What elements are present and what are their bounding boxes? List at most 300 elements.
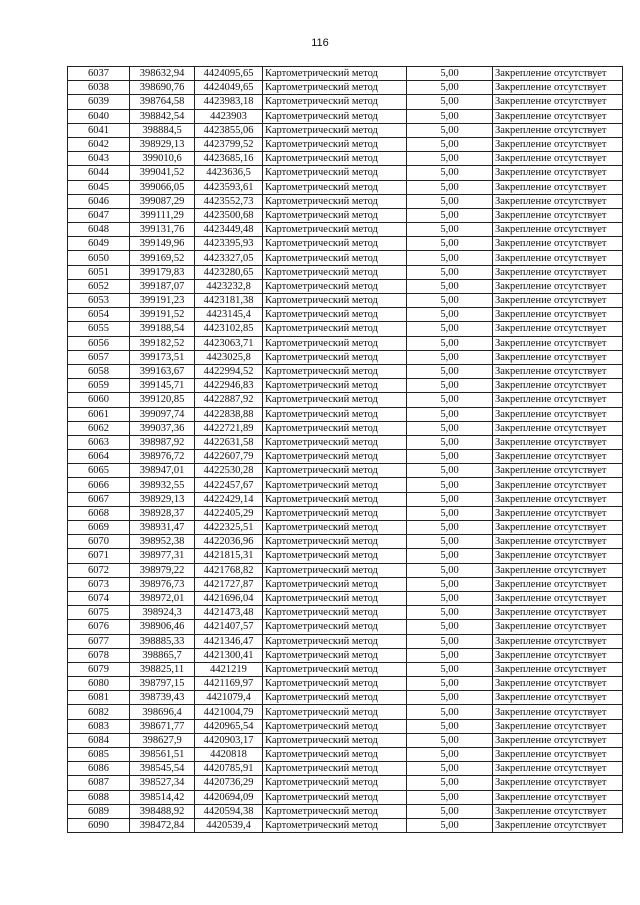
x-coordinate-cell: 398952,38 bbox=[130, 535, 195, 549]
x-coordinate-cell: 398932,55 bbox=[130, 478, 195, 492]
table-row bbox=[68, 677, 623, 691]
coordinates-table bbox=[67, 66, 623, 833]
fixing-cell: Закрепление отсутствует bbox=[493, 166, 623, 180]
point-number-cell: 6051 bbox=[68, 265, 130, 279]
method-cell: Картометрический метод bbox=[263, 435, 407, 449]
table-row bbox=[68, 208, 623, 222]
accuracy-cell: 5,00 bbox=[407, 705, 493, 719]
point-number-cell: 6085 bbox=[68, 748, 130, 762]
point-number-cell: 6079 bbox=[68, 662, 130, 676]
fixing-cell: Закрепление отсутствует bbox=[493, 705, 623, 719]
fixing-cell: Закрепление отсутствует bbox=[493, 435, 623, 449]
accuracy-cell: 5,00 bbox=[407, 237, 493, 251]
fixing-cell: Закрепление отсутствует bbox=[493, 478, 623, 492]
x-coordinate-cell: 399179,83 bbox=[130, 265, 195, 279]
accuracy-cell: 5,00 bbox=[407, 719, 493, 733]
method-cell: Картометрический метод bbox=[263, 279, 407, 293]
x-coordinate-cell: 398924,3 bbox=[130, 606, 195, 620]
table-row bbox=[68, 350, 623, 364]
table-row bbox=[68, 492, 623, 506]
accuracy-cell: 5,00 bbox=[407, 180, 493, 194]
accuracy-cell: 5,00 bbox=[407, 393, 493, 407]
table-row bbox=[68, 223, 623, 237]
point-number-cell: 6056 bbox=[68, 336, 130, 350]
point-number-cell: 6077 bbox=[68, 634, 130, 648]
method-cell: Картометрический метод bbox=[263, 719, 407, 733]
accuracy-cell: 5,00 bbox=[407, 662, 493, 676]
point-number-cell: 6081 bbox=[68, 691, 130, 705]
point-number-cell: 6071 bbox=[68, 549, 130, 563]
point-number-cell: 6064 bbox=[68, 450, 130, 464]
method-cell: Картометрический метод bbox=[263, 620, 407, 634]
point-number-cell: 6038 bbox=[68, 81, 130, 95]
point-number-cell: 6065 bbox=[68, 464, 130, 478]
table-row bbox=[68, 194, 623, 208]
table-row bbox=[68, 450, 623, 464]
method-cell: Картометрический метод bbox=[263, 336, 407, 350]
method-cell: Картометрический метод bbox=[263, 705, 407, 719]
y-coordinate-cell: 4423327,05 bbox=[195, 251, 263, 265]
x-coordinate-cell: 398976,72 bbox=[130, 450, 195, 464]
fixing-cell: Закрепление отсутствует bbox=[493, 407, 623, 421]
method-cell: Картометрический метод bbox=[263, 776, 407, 790]
point-number-cell: 6055 bbox=[68, 322, 130, 336]
table-row bbox=[68, 152, 623, 166]
fixing-cell: Закрепление отсутствует bbox=[493, 208, 623, 222]
x-coordinate-cell: 399087,29 bbox=[130, 194, 195, 208]
table-row bbox=[68, 81, 623, 95]
fixing-cell: Закрепление отсутствует bbox=[493, 535, 623, 549]
x-coordinate-cell: 399097,74 bbox=[130, 407, 195, 421]
method-cell: Картометрический метод bbox=[263, 123, 407, 137]
fixing-cell: Закрепление отсутствует bbox=[493, 421, 623, 435]
method-cell: Картометрический метод bbox=[263, 237, 407, 251]
y-coordinate-cell: 4421219 bbox=[195, 662, 263, 676]
point-number-cell: 6059 bbox=[68, 379, 130, 393]
y-coordinate-cell: 4422631,58 bbox=[195, 435, 263, 449]
table-row bbox=[68, 790, 623, 804]
y-coordinate-cell: 4422887,92 bbox=[195, 393, 263, 407]
y-coordinate-cell: 4423280,65 bbox=[195, 265, 263, 279]
accuracy-cell: 5,00 bbox=[407, 109, 493, 123]
point-number-cell: 6044 bbox=[68, 166, 130, 180]
y-coordinate-cell: 4422405,29 bbox=[195, 506, 263, 520]
y-coordinate-cell: 4421407,57 bbox=[195, 620, 263, 634]
accuracy-cell: 5,00 bbox=[407, 648, 493, 662]
page-number: 116 bbox=[311, 37, 329, 49]
y-coordinate-cell: 4423552,73 bbox=[195, 194, 263, 208]
fixing-cell: Закрепление отсутствует bbox=[493, 180, 623, 194]
accuracy-cell: 5,00 bbox=[407, 762, 493, 776]
method-cell: Картометрический метод bbox=[263, 804, 407, 818]
accuracy-cell: 5,00 bbox=[407, 279, 493, 293]
point-number-cell: 6045 bbox=[68, 180, 130, 194]
y-coordinate-cell: 4420965,54 bbox=[195, 719, 263, 733]
fixing-cell: Закрепление отсутствует bbox=[493, 279, 623, 293]
table-row bbox=[68, 691, 623, 705]
accuracy-cell: 5,00 bbox=[407, 308, 493, 322]
accuracy-cell: 5,00 bbox=[407, 620, 493, 634]
method-cell: Картометрический метод bbox=[263, 152, 407, 166]
point-number-cell: 6083 bbox=[68, 719, 130, 733]
x-coordinate-cell: 399182,52 bbox=[130, 336, 195, 350]
method-cell: Картометрический метод bbox=[263, 393, 407, 407]
fixing-cell: Закрепление отсутствует bbox=[493, 67, 623, 81]
fixing-cell: Закрепление отсутствует bbox=[493, 804, 623, 818]
method-cell: Картометрический метод bbox=[263, 265, 407, 279]
x-coordinate-cell: 398527,34 bbox=[130, 776, 195, 790]
fixing-cell: Закрепление отсутствует bbox=[493, 95, 623, 109]
accuracy-cell: 5,00 bbox=[407, 81, 493, 95]
table-row bbox=[68, 776, 623, 790]
table-row bbox=[68, 591, 623, 605]
x-coordinate-cell: 398545,54 bbox=[130, 762, 195, 776]
point-number-cell: 6086 bbox=[68, 762, 130, 776]
fixing-cell: Закрепление отсутствует bbox=[493, 379, 623, 393]
fixing-cell: Закрепление отсутствует bbox=[493, 492, 623, 506]
fixing-cell: Закрепление отсутствует bbox=[493, 762, 623, 776]
fixing-cell: Закрепление отсутствует bbox=[493, 748, 623, 762]
y-coordinate-cell: 4420818 bbox=[195, 748, 263, 762]
accuracy-cell: 5,00 bbox=[407, 421, 493, 435]
fixing-cell: Закрепление отсутствует bbox=[493, 251, 623, 265]
y-coordinate-cell: 4422457,67 bbox=[195, 478, 263, 492]
y-coordinate-cell: 4421768,82 bbox=[195, 563, 263, 577]
x-coordinate-cell: 399191,23 bbox=[130, 294, 195, 308]
point-number-cell: 6042 bbox=[68, 137, 130, 151]
y-coordinate-cell: 4423145,4 bbox=[195, 308, 263, 322]
y-coordinate-cell: 4423636,5 bbox=[195, 166, 263, 180]
method-cell: Картометрический метод bbox=[263, 379, 407, 393]
accuracy-cell: 5,00 bbox=[407, 194, 493, 208]
table-row bbox=[68, 379, 623, 393]
point-number-cell: 6068 bbox=[68, 506, 130, 520]
table-row bbox=[68, 549, 623, 563]
point-number-cell: 6062 bbox=[68, 421, 130, 435]
fixing-cell: Закрепление отсутствует bbox=[493, 634, 623, 648]
fixing-cell: Закрепление отсутствует bbox=[493, 81, 623, 95]
y-coordinate-cell: 4422036,96 bbox=[195, 535, 263, 549]
accuracy-cell: 5,00 bbox=[407, 549, 493, 563]
point-number-cell: 6088 bbox=[68, 790, 130, 804]
fixing-cell: Закрепление отсутствует bbox=[493, 790, 623, 804]
method-cell: Картометрический метод bbox=[263, 818, 407, 832]
point-number-cell: 6066 bbox=[68, 478, 130, 492]
table-row bbox=[68, 748, 623, 762]
x-coordinate-cell: 398627,9 bbox=[130, 733, 195, 747]
fixing-cell: Закрепление отсутствует bbox=[493, 677, 623, 691]
accuracy-cell: 5,00 bbox=[407, 123, 493, 137]
table-row bbox=[68, 762, 623, 776]
point-number-cell: 6089 bbox=[68, 804, 130, 818]
y-coordinate-cell: 4422530,28 bbox=[195, 464, 263, 478]
method-cell: Картометрический метод bbox=[263, 464, 407, 478]
y-coordinate-cell: 4422607,79 bbox=[195, 450, 263, 464]
point-number-cell: 6080 bbox=[68, 677, 130, 691]
x-coordinate-cell: 398987,92 bbox=[130, 435, 195, 449]
accuracy-cell: 5,00 bbox=[407, 166, 493, 180]
y-coordinate-cell: 4420539,4 bbox=[195, 818, 263, 832]
fixing-cell: Закрепление отсутствует bbox=[493, 776, 623, 790]
x-coordinate-cell: 398947,01 bbox=[130, 464, 195, 478]
table-row bbox=[68, 606, 623, 620]
table-row bbox=[68, 393, 623, 407]
fixing-cell: Закрепление отсутствует bbox=[493, 648, 623, 662]
fixing-cell: Закрепление отсутствует bbox=[493, 152, 623, 166]
y-coordinate-cell: 4423063,71 bbox=[195, 336, 263, 350]
y-coordinate-cell: 4424049,65 bbox=[195, 81, 263, 95]
point-number-cell: 6041 bbox=[68, 123, 130, 137]
x-coordinate-cell: 398488,92 bbox=[130, 804, 195, 818]
fixing-cell: Закрепление отсутствует bbox=[493, 506, 623, 520]
fixing-cell: Закрепление отсутствует bbox=[493, 464, 623, 478]
accuracy-cell: 5,00 bbox=[407, 435, 493, 449]
accuracy-cell: 5,00 bbox=[407, 733, 493, 747]
table-row bbox=[68, 464, 623, 478]
table-row bbox=[68, 123, 623, 137]
table-row bbox=[68, 620, 623, 634]
table-row bbox=[68, 67, 623, 81]
accuracy-cell: 5,00 bbox=[407, 464, 493, 478]
x-coordinate-cell: 399037,36 bbox=[130, 421, 195, 435]
method-cell: Картометрический метод bbox=[263, 577, 407, 591]
accuracy-cell: 5,00 bbox=[407, 748, 493, 762]
table-row bbox=[68, 265, 623, 279]
fixing-cell: Закрепление отсутствует bbox=[493, 322, 623, 336]
point-number-cell: 6037 bbox=[68, 67, 130, 81]
method-cell: Картометрический метод bbox=[263, 350, 407, 364]
fixing-cell: Закрепление отсутствует bbox=[493, 733, 623, 747]
x-coordinate-cell: 398885,33 bbox=[130, 634, 195, 648]
accuracy-cell: 5,00 bbox=[407, 336, 493, 350]
y-coordinate-cell: 4423593,61 bbox=[195, 180, 263, 194]
table-row bbox=[68, 506, 623, 520]
table-row bbox=[68, 279, 623, 293]
y-coordinate-cell: 4423685,16 bbox=[195, 152, 263, 166]
x-coordinate-cell: 399191,52 bbox=[130, 308, 195, 322]
method-cell: Картометрический метод bbox=[263, 648, 407, 662]
table-row bbox=[68, 109, 623, 123]
table-row bbox=[68, 308, 623, 322]
accuracy-cell: 5,00 bbox=[407, 379, 493, 393]
point-number-cell: 6082 bbox=[68, 705, 130, 719]
accuracy-cell: 5,00 bbox=[407, 322, 493, 336]
fixing-cell: Закрепление отсутствует bbox=[493, 577, 623, 591]
point-number-cell: 6060 bbox=[68, 393, 130, 407]
fixing-cell: Закрепление отсутствует bbox=[493, 563, 623, 577]
point-number-cell: 6046 bbox=[68, 194, 130, 208]
x-coordinate-cell: 398671,77 bbox=[130, 719, 195, 733]
accuracy-cell: 5,00 bbox=[407, 776, 493, 790]
table-row bbox=[68, 662, 623, 676]
table-row bbox=[68, 180, 623, 194]
x-coordinate-cell: 399188,54 bbox=[130, 322, 195, 336]
fixing-cell: Закрепление отсутствует bbox=[493, 818, 623, 832]
y-coordinate-cell: 4421300,41 bbox=[195, 648, 263, 662]
x-coordinate-cell: 399041,52 bbox=[130, 166, 195, 180]
point-number-cell: 6090 bbox=[68, 818, 130, 832]
fixing-cell: Закрепление отсутствует bbox=[493, 109, 623, 123]
x-coordinate-cell: 398690,76 bbox=[130, 81, 195, 95]
method-cell: Картометрический метод bbox=[263, 549, 407, 563]
point-number-cell: 6063 bbox=[68, 435, 130, 449]
accuracy-cell: 5,00 bbox=[407, 563, 493, 577]
accuracy-cell: 5,00 bbox=[407, 223, 493, 237]
x-coordinate-cell: 398977,31 bbox=[130, 549, 195, 563]
method-cell: Картометрический метод bbox=[263, 407, 407, 421]
point-number-cell: 6084 bbox=[68, 733, 130, 747]
point-number-cell: 6052 bbox=[68, 279, 130, 293]
y-coordinate-cell: 4421079,4 bbox=[195, 691, 263, 705]
x-coordinate-cell: 399111,29 bbox=[130, 208, 195, 222]
x-coordinate-cell: 398884,5 bbox=[130, 123, 195, 137]
x-coordinate-cell: 399187,07 bbox=[130, 279, 195, 293]
x-coordinate-cell: 398865,7 bbox=[130, 648, 195, 662]
y-coordinate-cell: 4420694,09 bbox=[195, 790, 263, 804]
accuracy-cell: 5,00 bbox=[407, 535, 493, 549]
y-coordinate-cell: 4421346,47 bbox=[195, 634, 263, 648]
y-coordinate-cell: 4421696,04 bbox=[195, 591, 263, 605]
y-coordinate-cell: 4423449,48 bbox=[195, 223, 263, 237]
method-cell: Картометрический метод bbox=[263, 364, 407, 378]
method-cell: Картометрический метод bbox=[263, 223, 407, 237]
x-coordinate-cell: 398929,13 bbox=[130, 137, 195, 151]
fixing-cell: Закрепление отсутствует bbox=[493, 336, 623, 350]
x-coordinate-cell: 399120,85 bbox=[130, 393, 195, 407]
method-cell: Картометрический метод bbox=[263, 606, 407, 620]
accuracy-cell: 5,00 bbox=[407, 790, 493, 804]
x-coordinate-cell: 398931,47 bbox=[130, 521, 195, 535]
y-coordinate-cell: 4421473,48 bbox=[195, 606, 263, 620]
method-cell: Картометрический метод bbox=[263, 208, 407, 222]
y-coordinate-cell: 4420736,29 bbox=[195, 776, 263, 790]
accuracy-cell: 5,00 bbox=[407, 265, 493, 279]
table-row bbox=[68, 336, 623, 350]
x-coordinate-cell: 399145,71 bbox=[130, 379, 195, 393]
x-coordinate-cell: 399131,76 bbox=[130, 223, 195, 237]
table-row bbox=[68, 407, 623, 421]
y-coordinate-cell: 4424095,65 bbox=[195, 67, 263, 81]
point-number-cell: 6048 bbox=[68, 223, 130, 237]
point-number-cell: 6067 bbox=[68, 492, 130, 506]
y-coordinate-cell: 4423102,85 bbox=[195, 322, 263, 336]
x-coordinate-cell: 398929,13 bbox=[130, 492, 195, 506]
fixing-cell: Закрепление отсутствует bbox=[493, 350, 623, 364]
table-row bbox=[68, 435, 623, 449]
point-number-cell: 6075 bbox=[68, 606, 130, 620]
fixing-cell: Закрепление отсутствует bbox=[493, 521, 623, 535]
point-number-cell: 6057 bbox=[68, 350, 130, 364]
method-cell: Картометрический метод bbox=[263, 492, 407, 506]
point-number-cell: 6070 bbox=[68, 535, 130, 549]
table-row bbox=[68, 251, 623, 265]
fixing-cell: Закрепление отсутствует bbox=[493, 194, 623, 208]
method-cell: Картометрический метод bbox=[263, 691, 407, 705]
method-cell: Картометрический метод bbox=[263, 748, 407, 762]
method-cell: Картометрический метод bbox=[263, 790, 407, 804]
table-row bbox=[68, 705, 623, 719]
method-cell: Картометрический метод bbox=[263, 591, 407, 605]
x-coordinate-cell: 399149,96 bbox=[130, 237, 195, 251]
method-cell: Картометрический метод bbox=[263, 563, 407, 577]
y-coordinate-cell: 4422838,88 bbox=[195, 407, 263, 421]
method-cell: Картометрический метод bbox=[263, 478, 407, 492]
method-cell: Картометрический метод bbox=[263, 67, 407, 81]
accuracy-cell: 5,00 bbox=[407, 606, 493, 620]
method-cell: Картометрический метод bbox=[263, 81, 407, 95]
accuracy-cell: 5,00 bbox=[407, 521, 493, 535]
fixing-cell: Закрепление отсутствует bbox=[493, 606, 623, 620]
table-row bbox=[68, 322, 623, 336]
point-number-cell: 6047 bbox=[68, 208, 130, 222]
x-coordinate-cell: 398928,37 bbox=[130, 506, 195, 520]
fixing-cell: Закрепление отсутствует bbox=[493, 364, 623, 378]
table-row bbox=[68, 294, 623, 308]
point-number-cell: 6058 bbox=[68, 364, 130, 378]
point-number-cell: 6087 bbox=[68, 776, 130, 790]
table-row bbox=[68, 166, 623, 180]
point-number-cell: 6054 bbox=[68, 308, 130, 322]
y-coordinate-cell: 4420785,91 bbox=[195, 762, 263, 776]
x-coordinate-cell: 399010,6 bbox=[130, 152, 195, 166]
point-number-cell: 6069 bbox=[68, 521, 130, 535]
table-row bbox=[68, 237, 623, 251]
method-cell: Картометрический метод bbox=[263, 137, 407, 151]
method-cell: Картометрический метод bbox=[263, 251, 407, 265]
fixing-cell: Закрепление отсутствует bbox=[493, 123, 623, 137]
x-coordinate-cell: 398472,84 bbox=[130, 818, 195, 832]
accuracy-cell: 5,00 bbox=[407, 95, 493, 109]
y-coordinate-cell: 4421004,79 bbox=[195, 705, 263, 719]
x-coordinate-cell: 398739,43 bbox=[130, 691, 195, 705]
method-cell: Картометрический метод bbox=[263, 421, 407, 435]
x-coordinate-cell: 398906,46 bbox=[130, 620, 195, 634]
accuracy-cell: 5,00 bbox=[407, 818, 493, 832]
table-row bbox=[68, 421, 623, 435]
table-row bbox=[68, 719, 623, 733]
x-coordinate-cell: 398696,4 bbox=[130, 705, 195, 719]
accuracy-cell: 5,00 bbox=[407, 506, 493, 520]
y-coordinate-cell: 4422946,83 bbox=[195, 379, 263, 393]
method-cell: Картометрический метод bbox=[263, 194, 407, 208]
table-row bbox=[68, 563, 623, 577]
point-number-cell: 6078 bbox=[68, 648, 130, 662]
method-cell: Картометрический метод bbox=[263, 535, 407, 549]
accuracy-cell: 5,00 bbox=[407, 634, 493, 648]
fixing-cell: Закрепление отсутствует bbox=[493, 237, 623, 251]
accuracy-cell: 5,00 bbox=[407, 677, 493, 691]
y-coordinate-cell: 4421727,87 bbox=[195, 577, 263, 591]
accuracy-cell: 5,00 bbox=[407, 208, 493, 222]
y-coordinate-cell: 4423903 bbox=[195, 109, 263, 123]
y-coordinate-cell: 4420594,38 bbox=[195, 804, 263, 818]
y-coordinate-cell: 4422325,51 bbox=[195, 521, 263, 535]
accuracy-cell: 5,00 bbox=[407, 67, 493, 81]
fixing-cell: Закрепление отсутствует bbox=[493, 137, 623, 151]
accuracy-cell: 5,00 bbox=[407, 591, 493, 605]
method-cell: Картометрический метод bbox=[263, 662, 407, 676]
point-number-cell: 6043 bbox=[68, 152, 130, 166]
accuracy-cell: 5,00 bbox=[407, 152, 493, 166]
x-coordinate-cell: 398842,54 bbox=[130, 109, 195, 123]
fixing-cell: Закрепление отсутствует bbox=[493, 591, 623, 605]
fixing-cell: Закрепление отсутствует bbox=[493, 308, 623, 322]
table-row bbox=[68, 364, 623, 378]
fixing-cell: Закрепление отсутствует bbox=[493, 691, 623, 705]
y-coordinate-cell: 4423855,06 bbox=[195, 123, 263, 137]
table-row bbox=[68, 577, 623, 591]
x-coordinate-cell: 398976,73 bbox=[130, 577, 195, 591]
